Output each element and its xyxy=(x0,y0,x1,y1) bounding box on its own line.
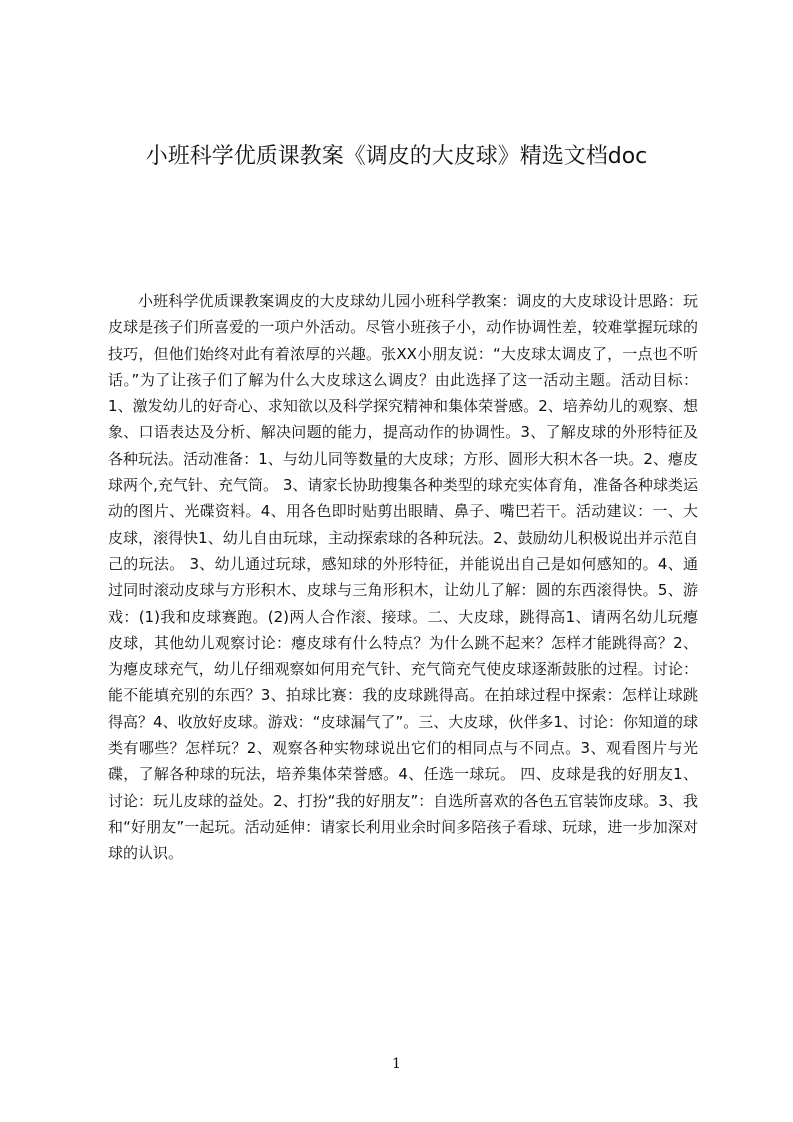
page-number: 1 xyxy=(392,1056,401,1072)
document-body xyxy=(108,288,698,880)
document-title: 小班科学优质课教案《调皮的大皮球》精选文档doc xyxy=(145,144,648,169)
body-paragraph: 小班科学优质课教案调皮的大皮球幼儿园小班科学教案：调皮的大皮球设计思路：玩皮球是孩子们所喜爱的一项户外活动。尽管小班孩子小，动作协调性差，较难掌握玩球的技巧，但他们始终对此有着浓厚的兴趣。张XX小朋友说：“大皮球太调皮了，一点也不听话。”为了让孩子们了解为什么大皮球这么调皮？由此选择了这一活动主题。活动目标：1、激发幼儿的好奇心、求知欲以及科学探究精神和集体荣誉感。2、培养幼儿的观察、想象、口语表达及分析、解决问题的能力，提高动作的协调性。3、了解皮球的外形特征及各种玩法。活动准备：1、与幼儿同等数量的大皮球；方形、圆形大积木各一块。2、瘪皮球两个,充气针、充气筒。 3、请家长协助搜集各种类型的球充实体育角，准备各种球类运动的图片、光碟资料。4、用各色即时贴剪出眼睛、鼻子、嘴巴若干。活动建议：一、大皮球，滚得快1、幼儿自由玩球，主动探索球的各种玩法。2、鼓励幼儿积极说出并示范自己的玩法。 3、幼儿通过玩球，感知球的外形特征，并能说出自己是如何感知的。4、通过同时滚动皮球与方形积木、皮球与三角形积木，让幼儿了解：圆的东西滚得快。5、游戏：(1)我和皮球赛跑。(2)两人合作滚、接球。二、大皮球，跳得高1、请两名幼儿玩瘪皮球，其他幼儿观察讨论：瘪皮球有什么特点？为什么跳不起来？怎样才能跳得高？2、为瘪皮球充气，幼儿仔细观察如何用充气针、充气筒充气使皮球逐渐鼓胀的过程。讨论：能不能填充别的东西？3、拍球比赛：我的皮球跳得高。在拍球过程中探索：怎样让球跳得高？4、收放好皮球。游戏：“皮球漏气了”。三、大皮球，伙伴多1、讨论：你知道的球类有哪些？怎样玩？2、观察各种实物球说出它们的相同点与不同点。3、观看图片与光碟，了解各种球的玩法，培养集体荣誉感。4、任选一球玩。 四、皮球是我的好朋友1、讨论：玩儿皮球的益处。2、打扮“我的好朋友”：自选所喜欢的各色五官装饰皮球。3、我和“好朋友”一起玩。活动延伸：请家长利用业余时间多陪孩子看球、玩球，进一步加深对球的认识。 xyxy=(108,292,698,863)
